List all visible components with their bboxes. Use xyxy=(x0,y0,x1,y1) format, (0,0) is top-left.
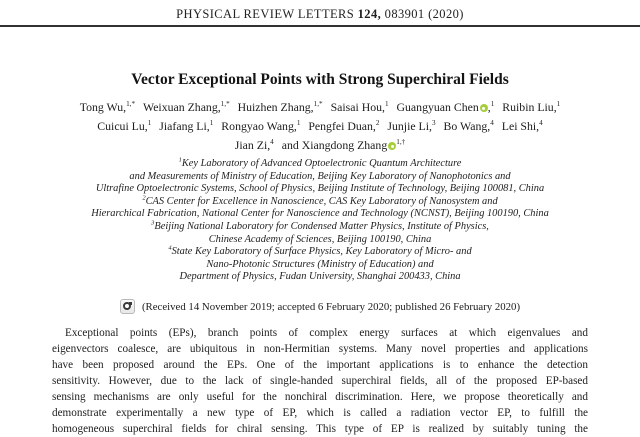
author: Ruibin Liu,$^1$ xyxy=(502,100,561,114)
author-affil-sup: 2 xyxy=(375,119,380,128)
orcid-id-mark xyxy=(482,107,485,110)
author-line-2 xyxy=(0,117,640,136)
journal-header xyxy=(0,0,640,21)
affiliation-line: and Measurements of Ministry of Education, Beijing Key Laboratory of Nanophotonics and xyxy=(129,170,511,182)
author: Lei Shi,$^4$ xyxy=(501,119,543,133)
author: Saisai Hou,$^1$ xyxy=(330,100,389,114)
author-affil-sup: 1 xyxy=(296,119,301,128)
affiliation-line: Nano-Photonic Structures (Ministry of Education) and xyxy=(206,258,434,270)
author: Tong Wu,$^{1,*}$ xyxy=(79,100,136,114)
abstract-line: sensing mechanisms are only useful for the nonchiral discrimination. Here, we propose theoretically and xyxy=(52,390,588,403)
author-affil-sup: 1,† xyxy=(396,138,406,147)
author-line-1 xyxy=(0,98,640,117)
author: Weixuan Zhang,$^{1,*}$ xyxy=(143,100,230,114)
abstract-line: demonstrate experimentally a new type of EP, which is called a radiation vector EP, to fulfill the xyxy=(52,406,588,419)
affiliation-line: $^1$Key Laboratory of Advanced Optoelectronic Quantum Architecture xyxy=(178,156,462,169)
author-affil-sup: 1 xyxy=(147,119,152,128)
author-affil-sup: 1 xyxy=(556,100,561,109)
affiliation-line: Chinese Academy of Sciences, Beijing 100190, China xyxy=(208,233,432,245)
header-rule xyxy=(0,25,640,27)
author-line-3 xyxy=(0,136,640,155)
author: Guangyuan Chen ,$^1$ xyxy=(396,100,495,114)
author: and Xiangdong Zhang $^{1,\dagger}$ xyxy=(281,138,406,152)
received-dates: (Received 14 November 2019; accepted 6 February 2020; published 26 February 2020) xyxy=(141,300,521,313)
affiliation-line: Department of Physics, Fudan University, Shanghai 200433, China xyxy=(179,271,461,283)
abstract-line: have been proposed around the EPs. One of the important applications is to enhance the detection xyxy=(52,358,588,371)
author-affil-sup: 1 xyxy=(490,100,495,109)
affiliation-line: Ultrafine Optoelectronic Systems, School of Physics, Beijing Institute of Technology, Beijing 100081, China xyxy=(95,183,545,195)
orcid-icon[interactable] xyxy=(388,142,396,150)
affiliation-line: $^3$Beijing National Laboratory for Condensed Matter Physics, Institute of Physics, xyxy=(151,219,489,232)
author-affil-sup: 4 xyxy=(539,119,543,128)
affiliation-block xyxy=(0,158,640,284)
abstract-line: Exceptional points (EPs), branch points of complex energy surfaces at which eigenvalues and xyxy=(65,326,588,339)
affiliation-line: $^2$CAS Center for Excellence in Nanoscience, CAS Key Laboratory of Nanosystem and xyxy=(142,194,498,207)
orcid-id-mark xyxy=(391,145,394,148)
crossmark-update-icon[interactable] xyxy=(120,299,135,314)
author-affil-sup: 1,* xyxy=(313,100,323,109)
author: Pengfei Duan,$^2$ xyxy=(308,119,380,133)
crossmark-notch xyxy=(129,302,132,305)
author: Cuicui Lu,$^1$ xyxy=(97,119,152,133)
orcid-icon[interactable] xyxy=(480,104,488,112)
abstract-line: sensitivity. However, due to the lack of single-handed superchiral fields, all of the proposed EP-based xyxy=(52,374,588,387)
affiliation-line: $^4$State Key Laboratory of Surface Physics, Key Laboratory of Micro- and xyxy=(168,244,472,258)
journal-volume: 124, xyxy=(357,7,382,21)
author: Huizhen Zhang,$^{1,*}$ xyxy=(237,100,323,114)
author: Jian Zi,$^4$ xyxy=(234,138,274,152)
affiliation-line: Hierarchical Fabrication, National Center for Nanoscience and Technology (NCNST), Beijing 100190, China xyxy=(91,208,549,220)
author-affil-sup: 1 xyxy=(209,119,214,128)
abstract-line: homogeneous superchiral fields for chiral sensing. This type of EP is realized by suitably tuning the xyxy=(52,422,588,435)
author-affil-sup: 4 xyxy=(270,138,274,147)
author: Jiafang Li,$^1$ xyxy=(159,119,214,133)
journal-name: PHYSICAL REVIEW LETTERS xyxy=(176,7,355,21)
author-block xyxy=(0,98,640,155)
author-affil-sup: 3 xyxy=(431,119,436,128)
abstract-paragraph xyxy=(52,325,588,437)
journal-citation: 083901 (2020) xyxy=(384,7,464,21)
author-affil-sup: 4 xyxy=(490,119,494,128)
author: Junjie Li,$^3$ xyxy=(387,119,436,133)
received-line xyxy=(0,299,640,316)
paper-title: Vector Exceptional Points with Strong Superchiral Fields xyxy=(131,71,509,88)
author: Rongyao Wang,$^1$ xyxy=(221,119,301,133)
abstract-line: eigenvectors coalesce, are ubiquitous in non-Hermitian systems. Many novel properties and applications xyxy=(52,342,588,355)
author-affil-sup: 1,* xyxy=(126,100,136,109)
author-affil-sup: 1 xyxy=(384,100,389,109)
author: Bo Wang,$^4$ xyxy=(443,119,494,133)
author-affil-sup: 1,* xyxy=(220,100,230,109)
